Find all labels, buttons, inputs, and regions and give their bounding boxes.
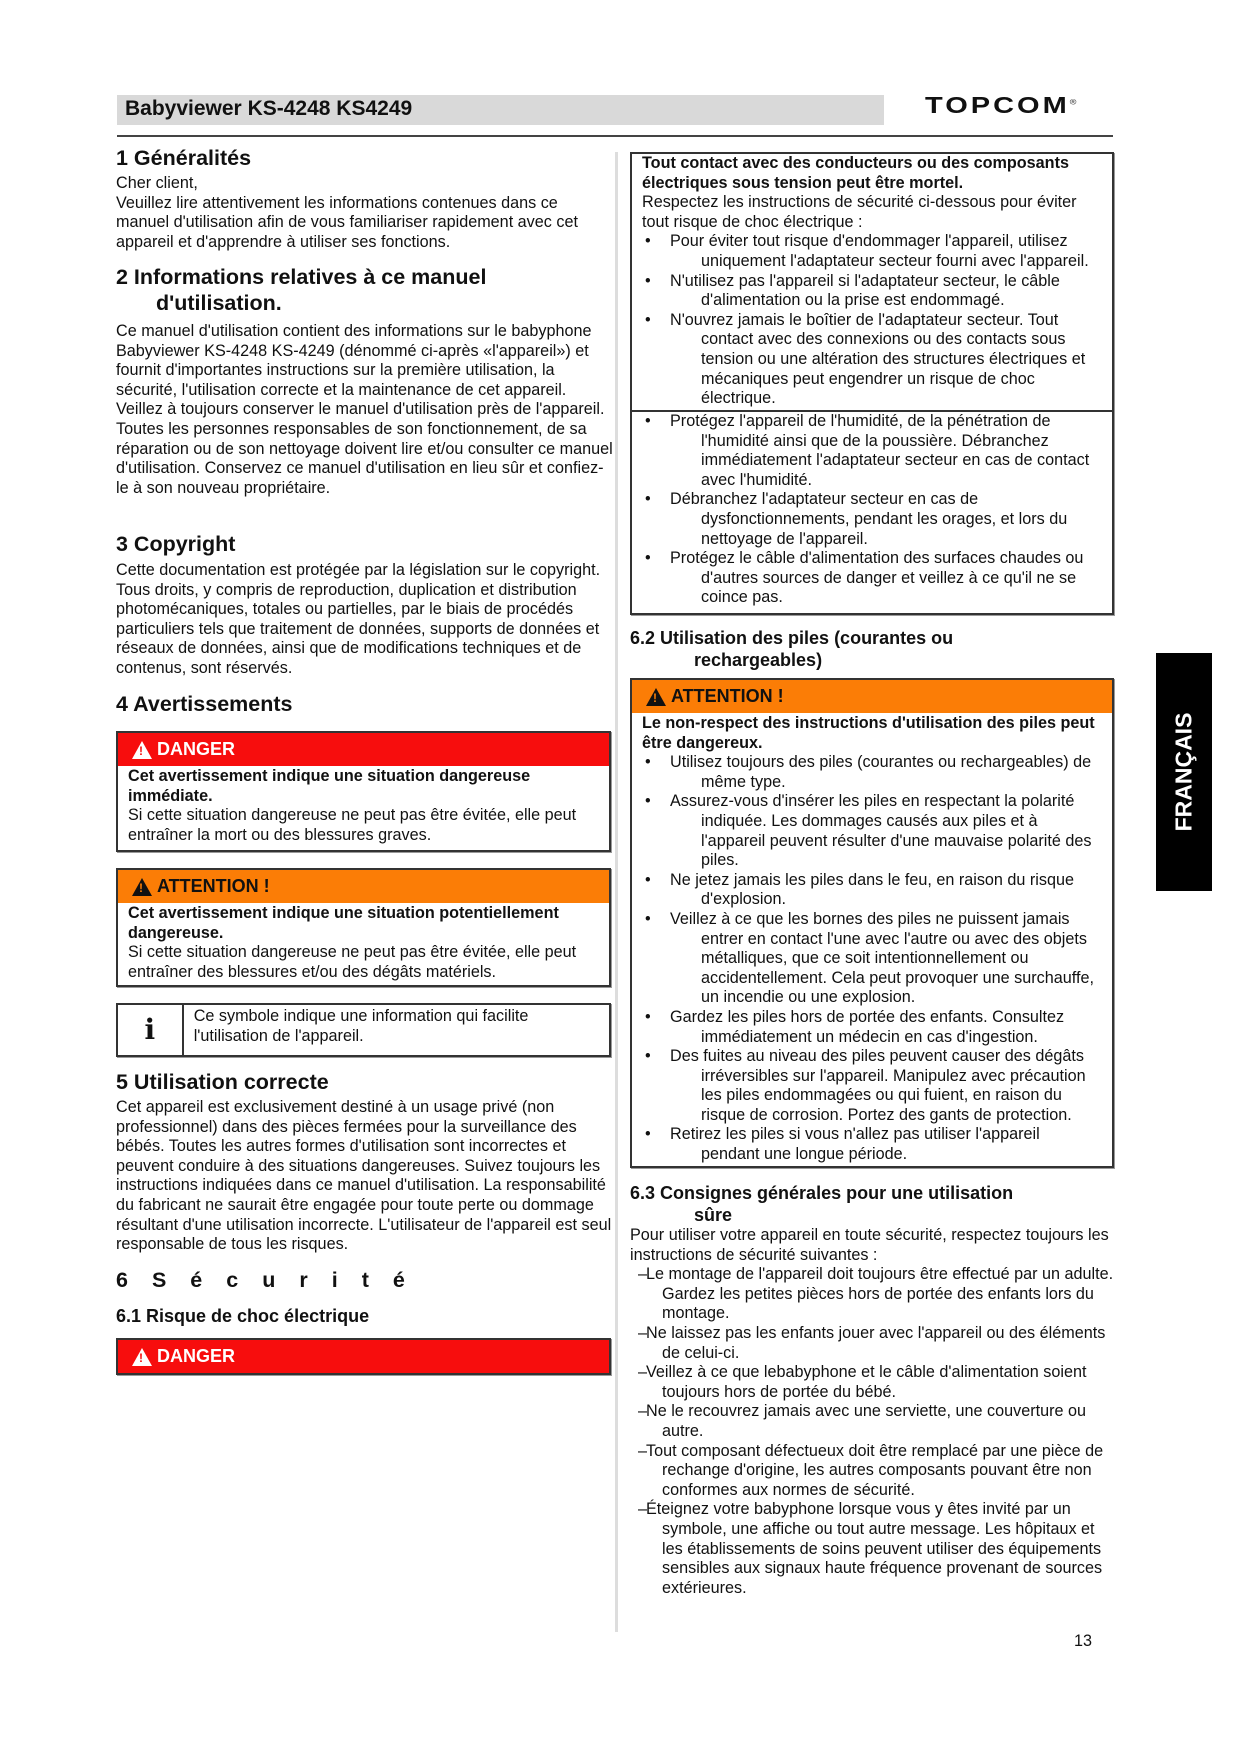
section-title: Sécurité — [151, 1268, 429, 1292]
document-title: Babyviewer KS-4248 KS4249 — [125, 97, 413, 120]
logo-text: TOPCOM — [925, 93, 1070, 119]
section-6-3-body — [630, 1226, 1114, 1598]
paragraph: Veuillez lire attentivement les informations contenues dans ce manuel d'utilisation afin de vous familiariser rapidement avec cet appareil et d'apprendre à utiliser ses fonctions. — [116, 193, 578, 251]
danger-box — [116, 1338, 611, 1375]
section-2-heading — [116, 264, 611, 316]
list-item: • Gardez les piles hors de portée des enfants. Consultez immédiatement un médecin en cas d'ingestion. — [642, 1008, 1102, 1047]
paragraph: Veillez à toujours conserver le manuel d'utilisation près de l'appareil. Toutes les personnes responsables de son fonctionnement, de sa réparation ou de son nettoyage doivent lire et/ou consulter ce manuel d'utilisation. Conservez ce manuel d'utilisation en lieu sûr et confiez-le à son nouveau propriétaire. — [116, 400, 613, 497]
danger-label: DANGER — [157, 739, 236, 759]
danger-box — [116, 731, 611, 852]
warning-bold-text: Tout contact avec des conducteurs ou des composants électriques sous tension peut être mortel. — [642, 154, 1069, 192]
list-item: • Utilisez toujours des piles (courantes ou rechargeables) de même type. — [642, 753, 1102, 792]
warning-triangle-icon — [646, 688, 666, 706]
list-item: – Ne laissez pas les enfants jouer avec l'appareil ou des éléments de celui-ci. — [630, 1324, 1114, 1363]
bullet-list — [642, 232, 1102, 408]
heading-line: sûre — [694, 1205, 733, 1225]
language-tab-label: FRANÇAIS — [1170, 712, 1197, 832]
bullet-list — [642, 753, 1102, 1164]
page-number: 13 — [1074, 1632, 1093, 1650]
list-item: • N'ouvrez jamais le boîtier de l'adaptateur secteur. Tout contact avec des connexions ou des contacts sous tension ou une altération des structures électriques et mécaniques peut engendrer un risque de choc électrique. — [642, 311, 1102, 409]
info-box — [116, 1003, 611, 1057]
section-3-body: Cette documentation est protégée par la législation sur le copyright. Tous droits, y compris de reproduction, duplication et distribution photomécaniques, totales ou partielles, par le biais de procédés particuliers tels que traitement de données, supports de données et réseaux de données, ainsi que de modifications techniques et de contenus, sont réservés. — [116, 561, 601, 677]
intro-text: Respectez les instructions de sécurité ci-dessous pour éviter tout risque de choc électrique : — [642, 193, 1077, 231]
topcom-logo — [925, 93, 1076, 119]
attention-label: ATTENTION ! — [671, 686, 784, 706]
section-2-body — [116, 322, 616, 498]
section-1-body — [116, 174, 611, 252]
heading-line: d'utilisation. — [156, 291, 282, 315]
intro-text: Pour utiliser votre appareil en toute sécurité, respectez toujours les instructions de sécurité suivantes : — [630, 1226, 1109, 1264]
attention-box — [116, 868, 611, 987]
section-1-heading: 1 Généralités — [116, 146, 252, 170]
section-6-3-heading — [630, 1182, 1114, 1226]
list-item: • Assurez-vous d'insérer les piles en respectant la polarité indiquée. Les dommages causés aux piles et à l'appareil peuvent résulter d'une mauvaise polarité des piles. — [642, 792, 1102, 870]
attention-header — [632, 680, 1112, 713]
section-5-heading: 5 Utilisation correcte — [116, 1070, 329, 1094]
attention-bold-text: Le non-respect des instructions d'utilisation des piles peut être dangereux. — [642, 714, 1095, 752]
list-item: • Protégez l'appareil de l'humidité, de la pénétration de l'humidité ainsi que de la poussière. Débranchez immédiatement l'adaptateur secteur en cas de contact avec l'humidité. — [642, 412, 1102, 490]
header-rule — [117, 135, 1113, 137]
bullet-list — [642, 412, 1102, 608]
section-6-heading — [116, 1267, 611, 1293]
list-item: • N'utilisez pas l'appareil si l'adaptateur secteur, le câble d'alimentation ou la prise est endommagé. — [642, 272, 1102, 311]
heading-line: rechargeables) — [694, 650, 823, 670]
warning-triangle-icon — [132, 878, 152, 896]
attention-label: ATTENTION ! — [157, 876, 270, 896]
info-icon: i — [118, 1005, 184, 1055]
list-item: • Ne jetez jamais les piles dans le feu, en raison du risque d'explosion. — [642, 871, 1102, 910]
section-number: 6 — [116, 1268, 128, 1292]
danger-header — [118, 1340, 609, 1373]
list-item: • Retirez les piles si vous n'allez pas utiliser l'appareil pendant une longue période. — [642, 1125, 1102, 1164]
section-6-2-heading — [630, 627, 1114, 671]
language-tab — [1156, 653, 1212, 891]
battery-attention-box — [630, 678, 1114, 1168]
danger-text: Si cette situation dangereuse ne peut pas être évitée, elle peut entraîner la mort ou des blessures graves. — [128, 806, 577, 844]
list-item: • Des fuites au niveau des piles peuvent causer des dégâts irréversibles sur l'appareil. Manipulez avec précaution les piles endommagées ou qui fuient, en raison du risque de corrosion. Portez des gants de protection. — [642, 1047, 1102, 1125]
attention-bold-text: Cet avertissement indique une situation potentiellement dangereuse. — [128, 904, 559, 942]
info-text: Ce symbole indique une information qui facilite l'utilisation de l'appareil. — [193, 1007, 529, 1045]
attention-text: Si cette situation dangereuse ne peut pas être évitée, elle peut entraîner des blessures et/ou des dégâts matériels. — [128, 943, 577, 981]
electric-shock-box — [630, 152, 1114, 615]
heading-line: 6.2 Utilisation des piles (courantes ou — [630, 628, 954, 648]
warning-triangle-icon — [132, 741, 152, 759]
heading-line: 6.3 Consignes générales pour une utilisation — [630, 1183, 1014, 1203]
dash-list — [630, 1265, 1114, 1598]
registered-mark: ® — [1069, 98, 1077, 107]
list-item: – Ne le recouvrez jamais avec une serviette, une couverture ou autre. — [630, 1402, 1114, 1441]
list-item: – Tout composant défectueux doit être remplacé par une pièce de rechange d'origine, les autres composants pouvant être non conformes aux normes de sécurité. — [630, 1442, 1114, 1501]
section-3-heading: 3 Copyright — [116, 532, 236, 556]
section-4-heading: 4 Avertissements — [116, 692, 293, 716]
heading-line: 2 Informations relatives à ce manuel — [116, 265, 487, 289]
section-5-body: Cet appareil est exclusivement destiné à un usage privé (non professionnel) dans des pièces fermées pour la surveillance des bébés. Toutes les autres formes d'utilisation sont incorrectes et peuvent conduire à des situations dangereuses. Suivez toujours les instructions indiquées dans ce manuel d'utilisation. La responsabilité du fabricant ne saurait être engagée pour toute perte ou dommage résultant d'une utilisation incorrecte. L'utilisateur de l'appareil est seul responsable de tous les risques. — [116, 1098, 612, 1254]
paragraph: Ce manuel d'utilisation contient des informations sur le babyphone Babyviewer KS-4248 KS-4249 (dénommé ci-après «l'appareil») et fournit d'importantes instructions sur la première utilisation, la sécurité, l'utilisation correcte et la maintenance de cet appareil. — [116, 322, 592, 399]
list-item: • Pour éviter tout risque d'endommager l'appareil, utilisez uniquement l'adaptateur secteur fourni avec l'appareil. — [642, 232, 1102, 271]
list-item: – Le montage de l'appareil doit toujours être effectué par un adulte. Gardez les petites pièces hors de portée des enfants lors du montage. — [630, 1265, 1114, 1324]
list-item: • Protégez le câble d'alimentation des surfaces chaudes ou d'autres sources de danger et veillez à ce qu'il ne se coince pas. — [642, 549, 1102, 608]
danger-header — [118, 733, 609, 766]
danger-label: DANGER — [157, 1346, 236, 1366]
list-item: – Veillez à ce que lebabyphone et le câble d'alimentation soient toujours hors de portée du bébé. — [630, 1363, 1114, 1402]
danger-bold-text: Cet avertissement indique une situation dangereuse immédiate. — [128, 767, 531, 805]
attention-header — [118, 870, 609, 903]
paragraph: Cher client, — [116, 174, 198, 192]
list-item: – Éteignez votre babyphone lorsque vous y êtes invité par un symbole, une affiche ou tout autre message. Les hôpitaux et les établissements de soins peuvent utiliser des équipements sensibles aux signaux haute fréquence provenant de sources extérieures. — [630, 1500, 1114, 1598]
section-6-1-heading: 6.1 Risque de choc électrique — [116, 1306, 370, 1326]
warning-triangle-icon — [132, 1348, 152, 1366]
list-item: • Veillez à ce que les bornes des piles ne puissent jamais entrer en contact l'une avec l'autre ou avec des objets métalliques, que ce soit intentionnellement ou accidentellement. Cela peut provoquer une surchauffe, un incendie ou une explosion. — [642, 910, 1102, 1008]
list-item: • Débranchez l'adaptateur secteur en cas de dysfonctionnements, pendant les orages, et lors du nettoyage de l'appareil. — [642, 490, 1102, 549]
